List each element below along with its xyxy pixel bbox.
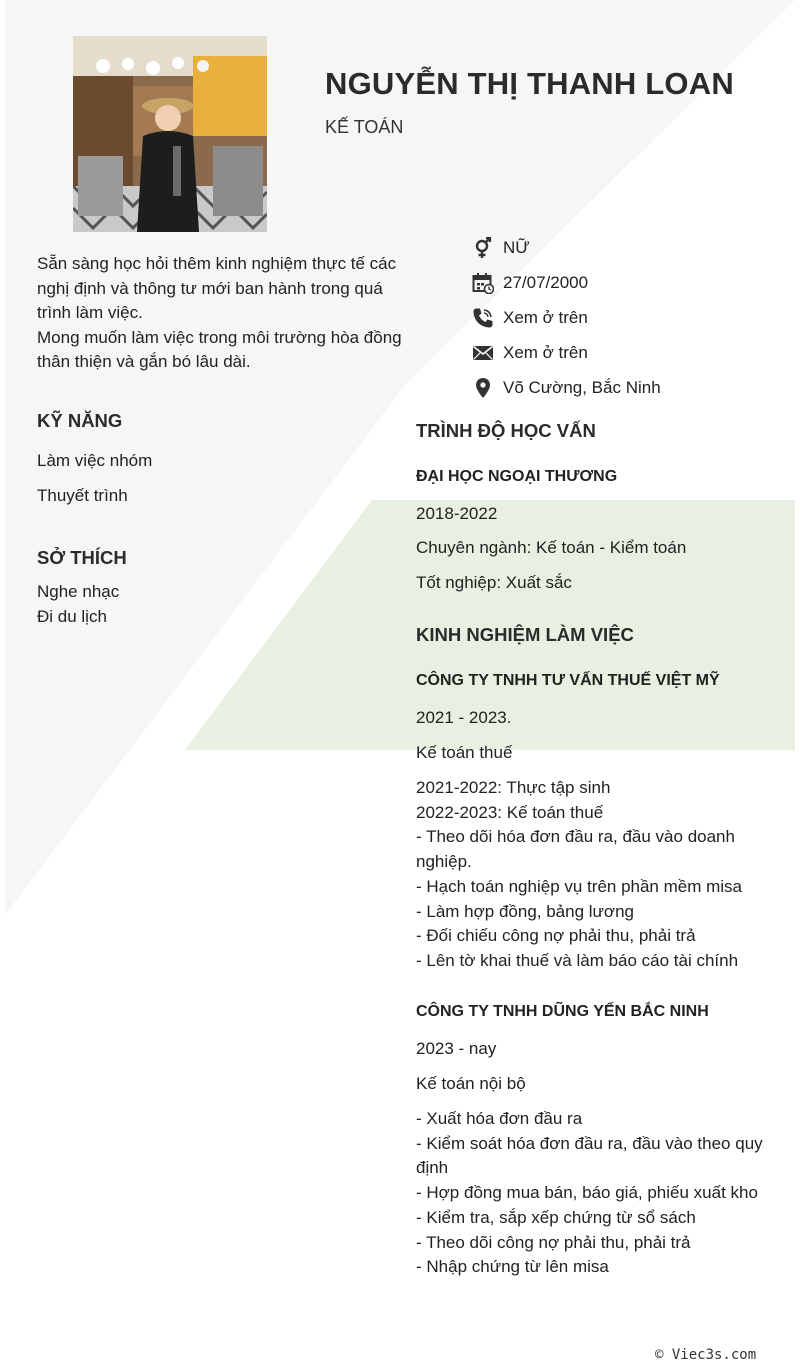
gender-row [472,231,661,266]
job-position: Kế toán thuế [416,743,513,762]
location-pin-icon [472,377,494,399]
hobbies-list [37,580,119,629]
job-period: 2021 - 2023. [416,708,512,727]
hobbies-heading: SỞ THÍCH [37,547,127,568]
job-period: 2023 - nay [416,1039,497,1058]
job-detail-line: - Nhập chứng từ lên misa [416,1257,609,1277]
education-period: 2018-2022 [416,504,498,523]
job-detail-line: - Làm hợp đồng, bảng lương [416,901,634,921]
job-detail-line: - Hợp đồng mua bán, báo giá, phiếu xuất kho [416,1183,758,1203]
job-detail-line: - Đối chiếu công nợ phải thu, phải trả [416,926,696,946]
job-detail-line: - Theo dõi hóa đơn đầu ra, đầu vào doanh nghiệp. [416,827,735,872]
job-position: Kế toán nội bộ [416,1074,526,1093]
job-detail-line: - Kiểm soát hóa đơn đầu ra, đầu vào theo quy định [416,1133,763,1178]
job-details [416,1107,786,1280]
objective-paragraph: Mong muốn làm việc trong môi trường hòa đồng thân thiện và gắn bó lâu dài. [37,327,402,372]
skill-item: Làm việc nhóm [37,451,153,470]
phone-row [472,301,661,336]
skills-heading: KỸ NĂNG [37,410,123,431]
job-detail-line: 2021-2022: Thực tập sinh [416,778,611,797]
job-detail-line: - Xuất hóa đơn đầu ra [416,1109,583,1128]
education-heading: TRÌNH ĐỘ HỌC VẤN [416,420,596,441]
birthday-value: 27/07/2000 [503,273,589,293]
email-row [472,335,661,370]
job-title: KẾ TOÁN [325,117,404,137]
experience-heading: KINH NGHIỆM LÀM VIỆC [416,624,634,645]
skill-item: Thuyết trình [37,486,128,505]
education-grade: Tốt nghiệp: Xuất sắc [416,573,572,592]
objective-paragraph: Sẵn sàng học hỏi thêm kinh nghiệm thực tế các nghị định và thông tư mới ban hành trong quá trình làm việc. [37,254,397,323]
calendar-icon [472,272,494,294]
candidate-name: NGUYỄN THỊ THANH LOAN [325,66,734,101]
job-detail-line: - Theo dõi công nợ phải thu, phải trả [416,1232,691,1252]
profile-photo [73,36,267,232]
address-value: Võ Cường, Bắc Ninh [503,377,661,397]
address-row [472,370,661,405]
hobby-item: Đi du lịch [37,606,107,626]
phone-icon [472,307,494,329]
phone-value: Xem ở trên [503,307,588,327]
gender-value: NỮ [503,238,530,258]
company-name: CÔNG TY TNHH TƯ VẤN THUẾ VIỆT MỸ [416,672,720,689]
school-name: ĐẠI HỌC NGOẠI THƯƠNG [416,468,618,485]
career-objective [37,252,417,375]
job-detail-line: - Lên tờ khai thuế và làm báo cáo tài chính [416,950,739,970]
email-value: Xem ở trên [503,342,588,362]
hobby-item: Nghe nhạc [37,582,120,601]
birthday-row [472,266,661,301]
mail-icon [472,342,494,364]
gender-icon [472,237,494,259]
contact-info [472,231,661,405]
job-detail-line: - Kiểm tra, sắp xếp chứng từ sổ sách [416,1207,696,1227]
job-detail-line: - Hạch toán nghiệp vụ trên phần mềm misa [416,876,743,896]
footer-copyright: © Viec3s.com [655,1347,757,1363]
job-details [416,776,786,974]
company-name: CÔNG TY TNHH DŨNG YẾN BẮC NINH [416,1003,709,1020]
education-major: Chuyên ngành: Kế toán - Kiểm toán [416,538,687,557]
job-detail-line: 2022-2023: Kế toán thuế [416,802,604,822]
